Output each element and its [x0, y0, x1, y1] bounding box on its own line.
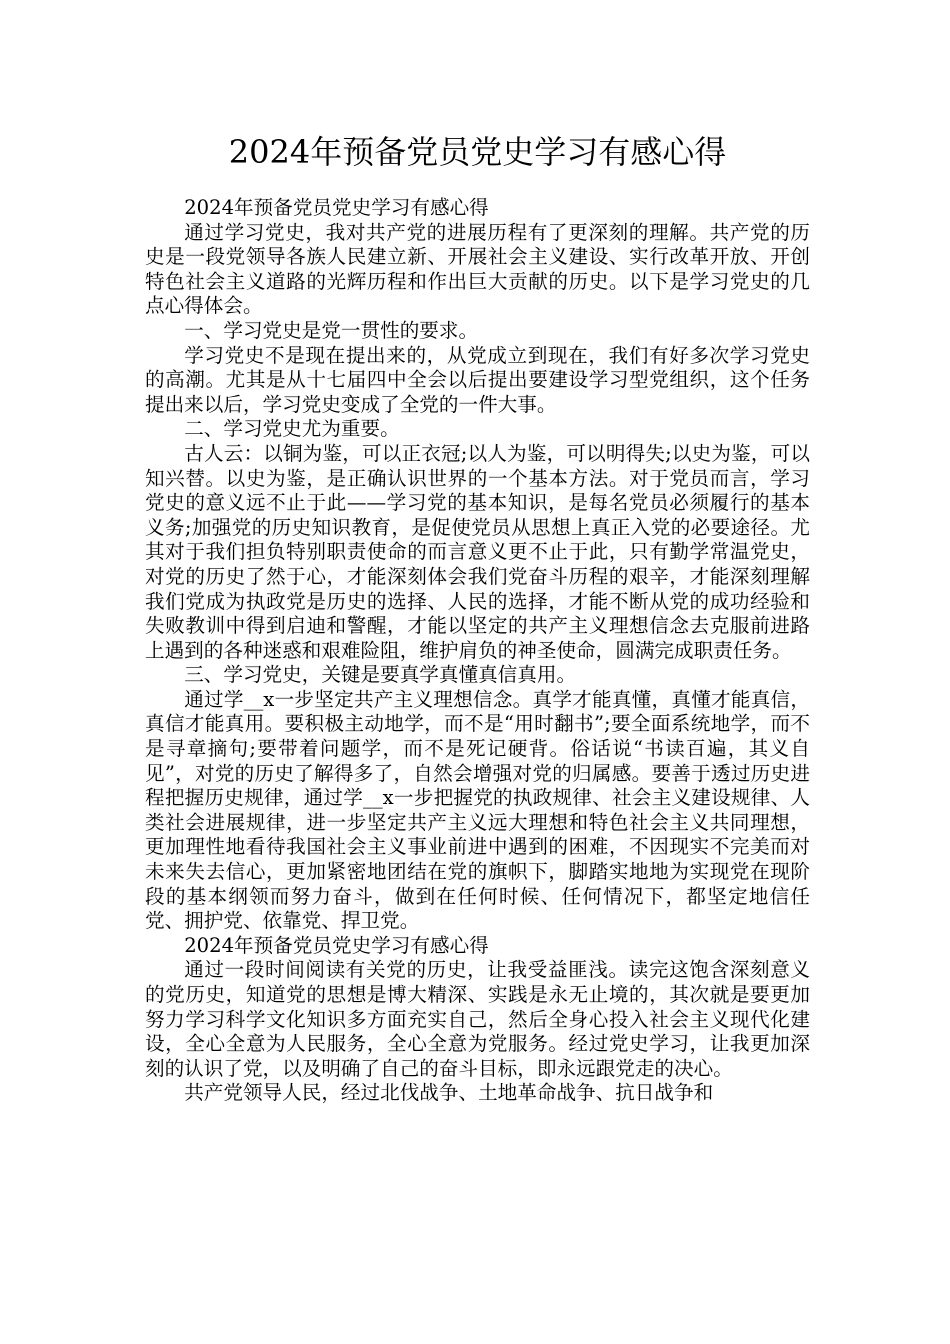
document-page — [145, 130, 810, 1106]
paragraph-5: 通过学__x一步坚定共产主义理想信念。真学才能真懂，真懂才能真信，真信才能真用。要积极主动地学，而不是“用时翻书”;要全面系统地学，而不是寻章摘句;要带着问题学，而不是死记硬背。俗话说“书读百遍，其义自见”，对党的历史了解得多了，自然会增强对党的归属感。要善于透过历史进程把握历史规律，通过学__x一步把握党的执政规律、社会主义建设规律、人类社会进展规律，进一步坚定共产主义远大理想和特色社会主义共同理想，更加理性地看待我国社会主义事业前进中遇到的困难，不因现实不完美而对未来失去信心，更加紧密地团结在党的旗帜下，脚踏实地地为实现党在现阶段的基本纲领而努力奋斗，做到在任何时候、任何情况下，都坚定地信任党、拥护党、依靠党、捍卫党。 — [145, 687, 810, 933]
paragraph-3: 学习党史不是现在提出来的，从党成立到现在，我们有好多次学习党史的高潮。尤其是从十七届四中全会以后提出要建设学习型党组织，这个任务提出来以后，学习党史变成了全党的一件大事。 — [145, 343, 810, 416]
paragraph-1: 2024年预备党员党史学习有感心得 — [184, 196, 489, 219]
section-heading-1: 一、学习党史是党一贯性的要求。 — [184, 318, 479, 342]
paragraph-6: 通过一段时间阅读有关党的历史，让我受益匪浅。读完这饱含深刻意义的党历史，知道党的思想是博大精深、实践是永无止境的，其次就是要更加努力学习科学文化知识多方面充实自己，然后全身心投入社会主义现代化建设，全心全意为人民服务，全心全意为党服务。经过党史学习，让我更加深刻的认识了党，以及明确了自己的奋斗目标，即永远跟党走的决心。 — [145, 958, 810, 1080]
paragraph-4: 古人云：以铜为鉴，可以正衣冠;以人为鉴，可以明得失;以史为鉴，可以知兴替。以史为鉴，是正确认识世界的一个基本方法。对于党员而言，学习党史的意义远不止于此——学习党的基本知识，是每名党员必须履行的基本义务;加强党的历史知识教育，是促使党员从思想上真正入党的必要途径。尤其对于我们担负特别职责使命的而言意义更不止于此，只有勤学常温党史，对党的历史了然于心，才能深刻体会我们党奋斗历程的艰辛，才能深刻理解我们党成为执政党是历史的选择、人民的选择，才能不断从党的成功经验和失败教训中得到启迪和警醒，才能以坚定的共产主义理想信念去克服前进路上遇到的各种迷惑和艰难险阻，维护肩负的神圣使命，圆满完成职责任务。 — [145, 441, 810, 662]
paragraph-7: 共产党领导人民，经过北伐战争、土地革命战争、抗日战争和 — [184, 1081, 714, 1105]
section-heading-3: 三、学习党史，关键是要真学真懂真信真用。 — [184, 663, 577, 687]
section-heading-2: 二、学习党史尤为重要。 — [184, 417, 400, 441]
subtitle-repeat: 2024年预备党员党史学习有感心得 — [184, 933, 489, 957]
paragraph-2: 通过学习党史，我对共产党的进展历程有了更深刻的理解。共产党的历史是一段党领导各族人民建立新、开展社会主义建设、实行改革开放、开创特色社会主义道路的光辉历程和作出巨大贡献的历史。以下是学习党史的几点心得体会。 — [145, 220, 810, 318]
document-title: 2024年预备党员党史学习有感心得 — [228, 133, 727, 171]
